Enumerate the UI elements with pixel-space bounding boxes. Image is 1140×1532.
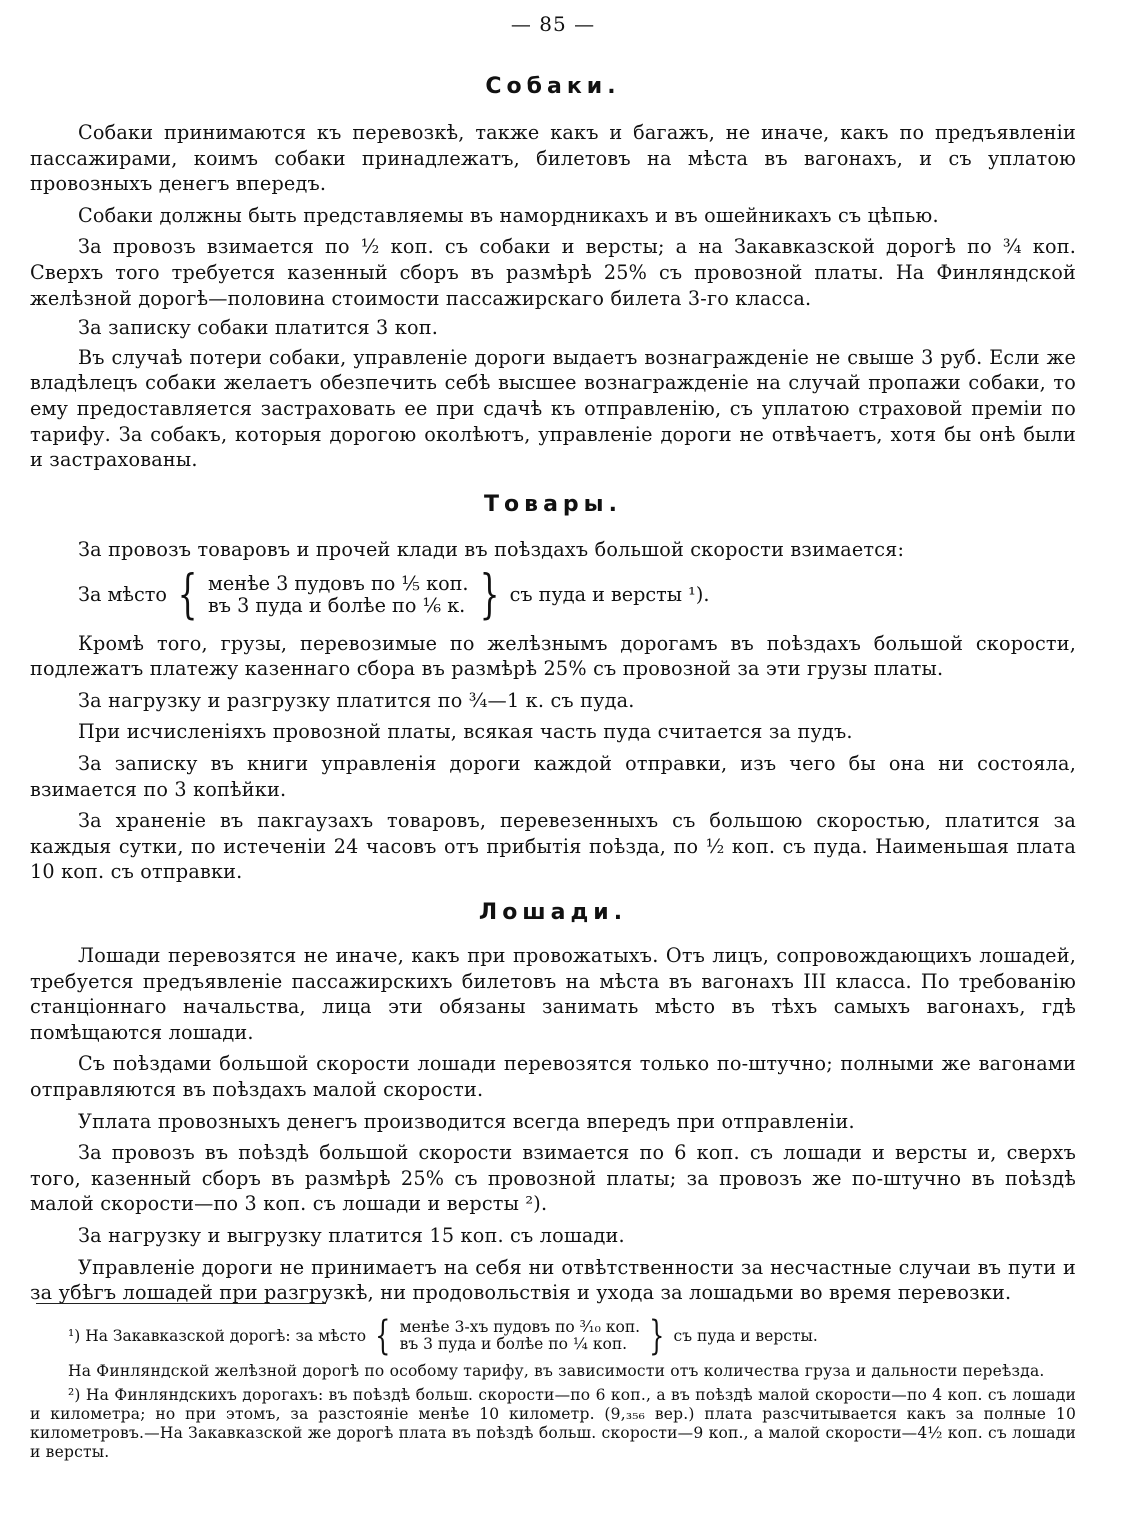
section-title-horses: Лошади. <box>478 900 628 925</box>
paragraph: Управленіе дороги не принимаетъ на себя ни отвѣтственности за несчастные случаи въ пути и за убѣгъ лошадей при разгрузкѣ, ни продовольствія и ухода за лошадьми во время перевозки. <box>30 1255 1076 1305</box>
paragraph: За провозъ взимается по ½ коп. съ собаки и версты; а на Закавказской дорогѣ по ¾ коп. Сверхъ того требуется казенный сборъ въ размѣрѣ 25% съ провозной платы. На Финляндской желѣзной дорогѣ—половина стоимости пассажирскаго билета 3-го класса. <box>30 235 1076 310</box>
rate-bracket <box>30 564 1076 625</box>
footnote-1-suffix: съ пуда и версты. <box>673 1326 818 1345</box>
paragraph: За записку собаки платится 3 коп. <box>78 316 438 340</box>
page-number: — 85 — <box>510 12 596 36</box>
paragraph: За нагрузку и выгрузку платится 15 коп. съ лошади. <box>78 1223 625 1247</box>
paragraph: Уплата провозныхъ денегъ производится всегда впередъ при отправленіи. <box>78 1109 855 1133</box>
rate-suffix: съ пуда и версты ¹). <box>509 582 710 606</box>
section-title-dogs: Собаки. <box>485 74 621 99</box>
footnotes <box>30 1313 1076 1467</box>
paragraph: При исчисленіяхъ провозной платы, всякая часть пуда считается за пудъ. <box>78 720 853 744</box>
right-brace: } <box>479 564 500 625</box>
footnote-1-options <box>400 1319 641 1353</box>
section-dogs <box>30 120 1076 479</box>
section-goods <box>30 537 1076 891</box>
footnote-divider <box>36 1303 326 1304</box>
footnote-1 <box>30 1313 1076 1359</box>
paragraph: Въ случаѣ потери собаки, управленіе дороги выдаетъ вознагражденіе не свыше 3 руб. Если же владѣлецъ собаки желаетъ обезпечить себѣ высшее вознагражденіе на случай пропажи собаки, то ему предоставляется застраховать ее при сдачѣ къ отправленію, съ уплатою страховой преміи по тарифу. За собакъ, которыя дорогою околѣютъ, управленіе дороги не отвѣчаетъ, хотя бы онѣ были и застрахованы. <box>30 345 1076 472</box>
paragraph: Лошади перевозятся не иначе, какъ при провожатыхъ. Отъ лицъ, сопровождающихъ лошадей, требуется предъявленіе пассажирскихъ билетовъ на мѣста въ вагонахъ III класса. По требованію станціоннаго начальства, лица эти обязаны занимать мѣсто въ тѣхъ самыхъ вагонахъ, гдѣ помѣщаются лошади. <box>30 944 1076 1044</box>
rate-options <box>208 573 469 617</box>
left-brace: { <box>177 564 198 625</box>
rate-line: въ 3 пуда и болѣе по ⅙ к. <box>208 593 466 617</box>
rate-line: въ 3 пуда и болѣе по ¼ коп. <box>399 1335 628 1353</box>
rate-line: менѣе 3-хъ пудовъ по ³⁄₁₀ коп. <box>399 1318 641 1336</box>
paragraph: За провозъ въ поѣздѣ большой скорости взимается по 6 коп. съ лошади и версты и, сверхъ того, казенный сборъ въ размѣрѣ 25% съ провозной платы; за провозъ же по-штучно въ поѣздѣ малой скорости—по 3 коп. съ лошади и версты ²). <box>30 1141 1076 1216</box>
paragraph: Собаки принимаются къ перевозкѣ, также какъ и багажъ, не иначе, какъ по предъявленіи пассажирами, коимъ собаки принадлежатъ, билетовъ на мѣста въ вагонахъ, и съ уплатою провозныхъ денегъ впередъ. <box>30 121 1076 196</box>
section-horses <box>30 943 1076 1312</box>
paragraph: За провозъ товаровъ и прочей клади въ поѣздахъ большой скорости взимается: <box>78 538 905 561</box>
paragraph: За записку въ книги управленія дороги каждой отправки, изъ чего бы она ни состояла, взимается по 3 копѣйки. <box>30 751 1076 801</box>
paragraph: За нагрузку и разгрузку платится по ¾—1 к. съ пуда. <box>78 688 635 712</box>
rate-label: За мѣсто <box>78 582 167 606</box>
left-brace: { <box>375 1313 391 1359</box>
section-title-goods: Товары. <box>484 492 622 517</box>
footnote-1-label: ¹) На Закавказской дорогѣ: за мѣсто <box>68 1326 367 1345</box>
footnote-2: ²) На Финляндскихъ дорогахъ: въ поѣздѣ больш. скорости—по 6 коп., а въ поѣздѣ малой скорости—по 4 коп. съ лошади и километра; но при этомъ, за разстояніе менѣе 10 километр. (9,₃₅₆ вер.) плата разсчитывается какъ за полные 10 километровъ.—На Закавказской же дорогѣ плата въ поѣздѣ больш. скорости—9 коп., а малой скорости—4½ коп. съ лошади и версты. <box>30 1386 1076 1461</box>
paragraph: Съ поѣздами большой скорости лошади перевозятся только по-штучно; полными же вагонами отправляются въ поѣздахъ малой скорости. <box>30 1052 1076 1101</box>
right-brace: } <box>649 1313 665 1359</box>
rate-line: менѣе 3 пудовъ по ⅕ коп. <box>208 571 469 595</box>
paragraph: За храненіе въ пакгаузахъ товаровъ, перевезенныхъ съ большою скоростью, платится за каждыя сутки, по истеченіи 24 часовъ отъ прибытія поѣзда, по ½ коп. съ пуда. Наименьшая плата 10 коп. съ отправки. <box>30 809 1076 884</box>
paragraph: Кромѣ того, грузы, перевозимые по желѣзнымъ дорогамъ въ поѣздахъ большой скорости, подлежатъ платежу казеннаго сбора въ размѣрѣ 25% съ провозной за эти грузы платы. <box>30 631 1076 681</box>
paragraph: Собаки должны быть представляемы въ намордникахъ и въ ошейникахъ съ цѣпью. <box>78 203 939 227</box>
footnote-1-note: На Финляндской желѣзной дорогѣ по особому тарифу, въ зависимости отъ количества груза и дальности переѣзда. <box>68 1362 1045 1380</box>
